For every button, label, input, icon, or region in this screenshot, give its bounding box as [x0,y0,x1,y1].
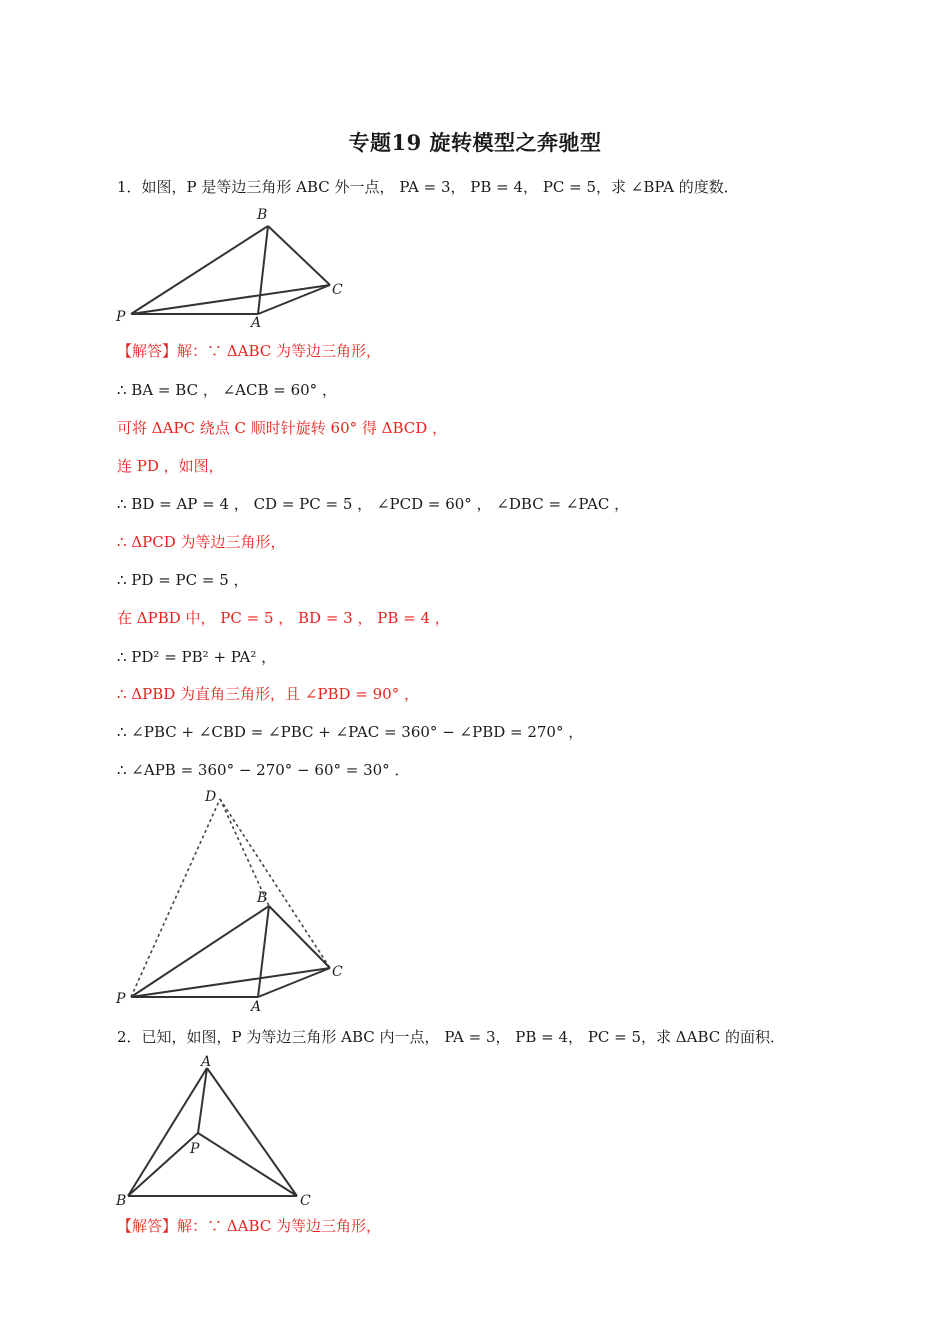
fig3-label-c: C [300,1193,311,1209]
solution-2-line-0 [117,1216,381,1236]
solution-1-line-1: ∴ BA = BC ， ∠ACB = 60° ， [117,381,337,399]
fig1-label-b: B [257,207,268,223]
fig1-label-p: P [116,309,126,325]
solution-text: 解：∵ ΔABC 为等边三角形， [177,1217,381,1235]
figure-1 [110,200,360,335]
figure-3 [110,1050,330,1210]
solution-1-line-8: ∴ PD² = PB² + PA² ， [117,648,277,666]
solution-1-line-6: ∴ PD = PC = 5 ， [117,571,249,589]
fig2-label-d: D [205,789,217,805]
solution-1-line-10: ∴ ∠PBC + ∠CBD = ∠PBC + ∠PAC = 360° − ∠PBD = 270° ， [117,723,584,741]
fig3-label-a: A [201,1054,212,1070]
fig1-label-c: C [332,282,343,298]
page-title: 专题19 旋转模型之奔驰型 [348,130,602,155]
fig2-label-a: A [251,999,262,1015]
fig3-label-b: B [116,1193,127,1209]
question-1: 1．如图，P 是等边三角形 ABC 外一点， PA = 3， PB = 4， PC = 5，求 ∠BPA 的度数． [117,178,739,196]
answer-tag: 【解答】 [117,1217,178,1235]
solution-text: 解：∵ ΔABC 为等边三角形， [177,342,381,360]
question-2: 2．已知，如图，P 为等边三角形 ABC 内一点， PA = 3， PB = 4， PC = 5，求 ΔABC 的面积． [117,1028,786,1046]
solution-1-line-2: 可将 ΔAPC 绕点 C 顺时针旋转 60° 得 ΔBCD ， [117,419,448,437]
solution-1-line-11: ∴ ∠APB = 360° − 270° − 60° = 30° ． [117,761,410,779]
fig1-label-a: A [251,315,262,331]
solution-1-line-9: ∴ ΔPBD 为直角三角形，且 ∠PBD = 90° ， [117,685,419,703]
solution-1-line-0 [117,341,381,361]
solution-1-line-7: 在 ΔPBD 中， PC = 5 ， BD = 3 ， PB = 4 ， [117,609,450,627]
fig2-label-p: P [116,991,126,1007]
answer-tag: 【解答】 [117,342,178,360]
fig2-label-b: B [257,890,268,906]
fig2-label-c: C [332,964,343,980]
solution-1-line-3: 连 PD ，如图， [117,457,224,475]
solution-1-line-4: ∴ BD = AP = 4 ， CD = PC = 5 ， ∠PCD = 60° ， ∠DBC = ∠PAC ， [117,495,630,513]
figure-2 [110,785,360,1015]
fig3-label-p: P [190,1141,200,1157]
solution-1-line-5: ∴ ΔPCD 为等边三角形， [117,533,286,551]
